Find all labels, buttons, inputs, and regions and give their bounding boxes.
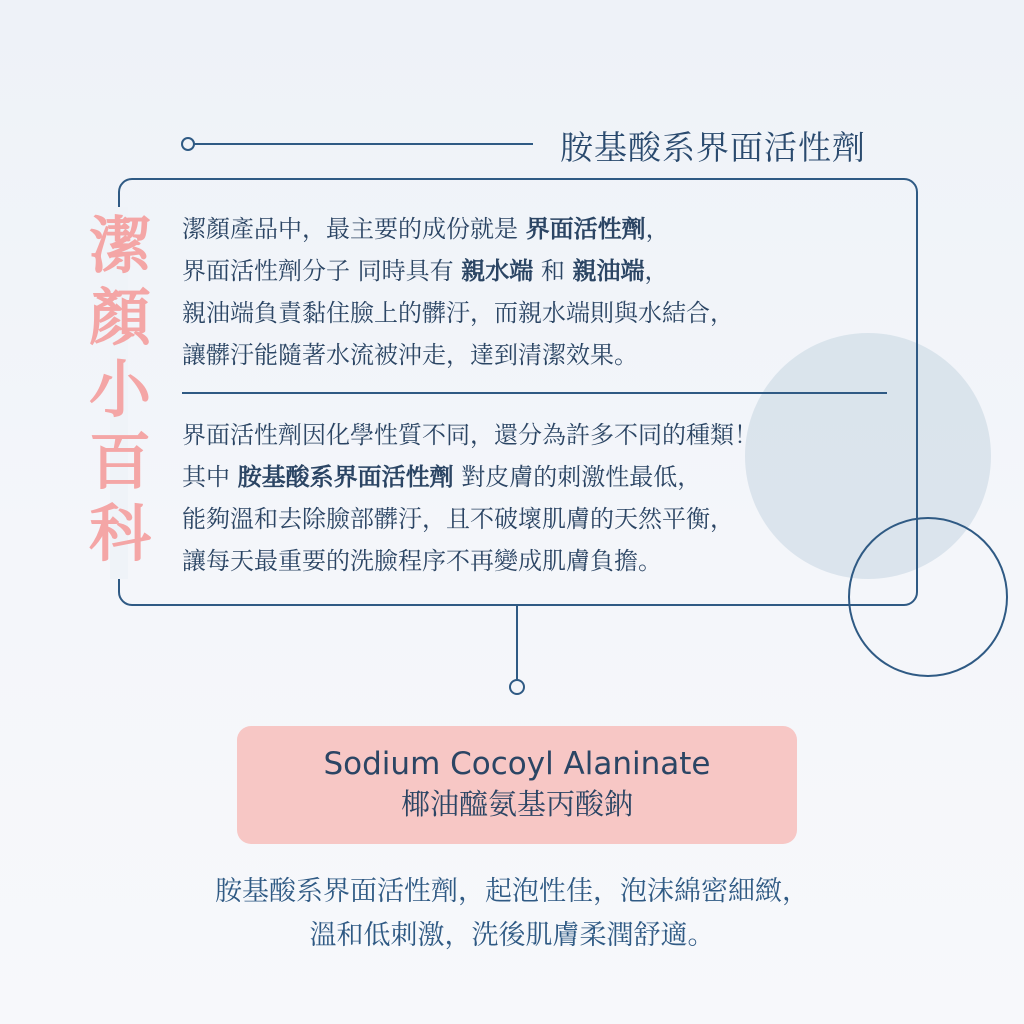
header-line — [193, 143, 533, 145]
highlight: 胺基酸系界面活性劑 — [237, 463, 454, 491]
footer-text — [112, 870, 912, 958]
intro-line-1 — [182, 208, 734, 250]
intro-line-4: 讓髒汙能隨著水流被沖走，達到清潔效果。 — [182, 341, 638, 369]
types-paragraph — [182, 414, 758, 582]
connector-dot — [509, 679, 525, 695]
connector-line — [516, 606, 518, 680]
text: ， — [645, 215, 670, 243]
divider — [182, 392, 887, 394]
ingredient-card — [237, 726, 797, 844]
highlight: 親油端 — [572, 257, 645, 285]
side-title-char: 潔 — [88, 209, 151, 282]
text: 其中 — [182, 463, 238, 491]
header-dot — [181, 137, 195, 151]
footer-line-1: 胺基酸系界面活性劑，起泡性佳，泡沫綿密細緻， — [215, 876, 809, 907]
side-title — [80, 210, 160, 570]
side-title-char: 小 — [88, 353, 151, 426]
text: 潔顏產品中，最主要的成份就是 — [182, 215, 526, 243]
types-line-2 — [182, 456, 758, 498]
footer-line-2: 溫和低刺激，洗後肌膚柔潤舒適。 — [309, 920, 715, 951]
intro-line-3: 親油端負責黏住臉上的髒汙，而親水端則與水結合， — [182, 299, 734, 327]
types-line-1: 界面活性劑因化學性質不同，還分為許多不同的種類！ — [182, 421, 758, 449]
ingredient-name-zh: 椰油醯氨基丙酸鈉 — [400, 787, 633, 821]
types-line-4: 讓每天最重要的洗臉程序不再變成肌膚負擔。 — [182, 547, 662, 575]
side-title-char: 科 — [88, 497, 151, 570]
header-title: 胺基酸系界面活性劑 — [560, 128, 866, 167]
side-title-char: 顏 — [88, 281, 151, 354]
side-title-char: 百 — [88, 425, 151, 498]
ingredient-name-en: Sodium Cocoyl Alaninate — [323, 746, 711, 782]
types-line-3: 能夠溫和去除臉部髒汙，且不破壞肌膚的天然平衡， — [182, 505, 734, 533]
text: ， — [644, 257, 669, 285]
highlight: 親水端 — [461, 257, 534, 285]
intro-paragraph — [182, 208, 734, 376]
text: 和 — [533, 257, 573, 285]
intro-line-2 — [182, 250, 734, 292]
text: 對皮膚的刺激性最低， — [453, 463, 702, 491]
highlight: 界面活性劑 — [525, 215, 646, 243]
text: 界面活性劑分子 同時具有 — [182, 257, 462, 285]
